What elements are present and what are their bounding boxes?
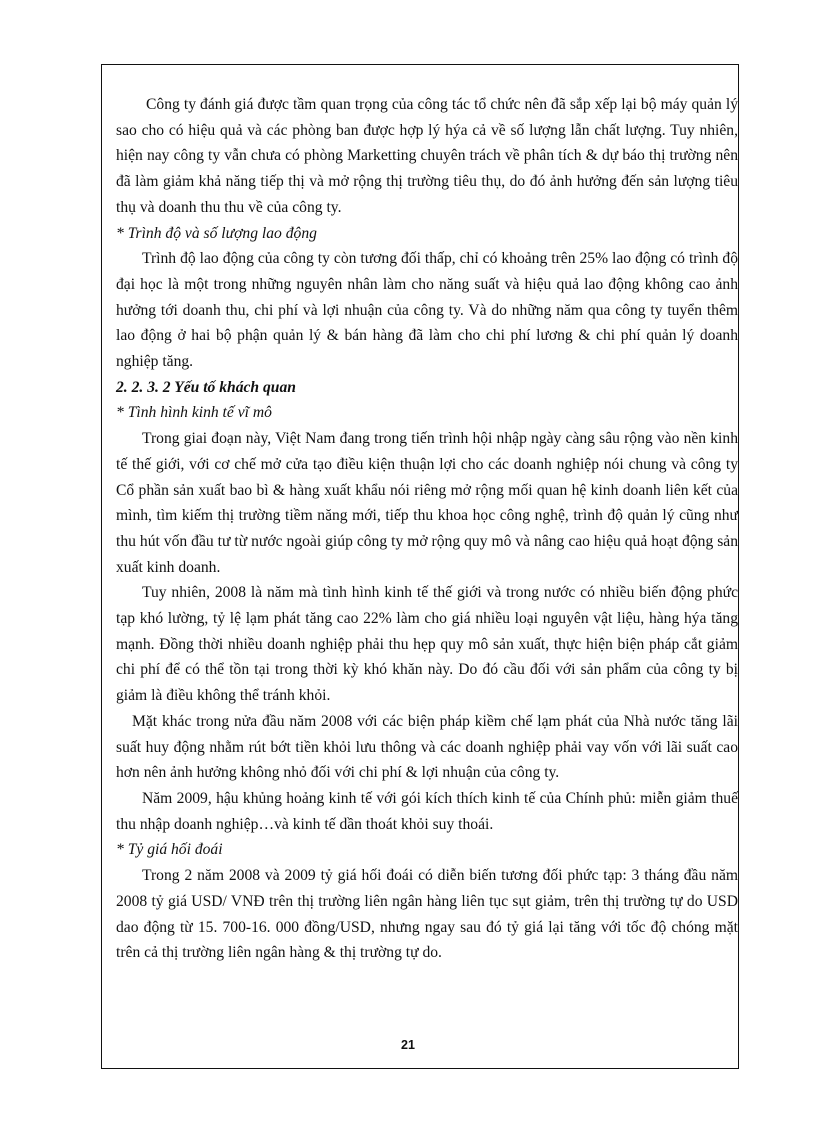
paragraph-interest-rate: Mặt khác trong nửa đầu năm 2008 với các biện pháp kiềm chế lạm phát của Nhà nước tăng lãi suất huy động nhằm rút bớt tiền khỏi lưu thông và các doanh nghiệp phải vay vốn với lãi suất cao hơn nên ảnh hưởng không nhỏ đối với chi phí & lợi nhuận của công ty. (116, 712, 738, 782)
paragraph-integration: Trong giai đoạn này, Việt Nam đang trong tiến trình hội nhập ngày càng sâu rộng vào nền kinh tế thế giới, với cơ chế mở cửa tạo điều kiện thuận lợi cho các doanh nghiệp nói chung và công ty Cổ phần sản xuất bao bì & hàng xuất khẩu nói riêng mở rộng mối quan hệ kinh doanh liên kết của mình, tìm kiếm thị trường tiềm năng mới, tiếp thu khoa học công nghệ, trình độ quản lý cũng như thu hút vốn đầu tư từ nước ngoài giúp công ty mở rộng quy mô và nâng cao hiệu quả hoạt động sản xuất kinh doanh. (116, 430, 738, 576)
paragraph-inflation: Tuy nhiên, 2008 là năm mà tình hình kinh tế thế giới và trong nước có nhiều biến động phức tạp khó lường, tỷ lệ lạm phát tăng cao 22% làm cho giá nhiều loại nguyên vật liệu, hàng hýa tăng mạnh. Đồng thời nhiều doanh nghiệp phải thu hẹp quy mô sản xuất, thực hiện biện pháp cắt giảm chi phí để có thể tồn tại trong thời kỳ khó khăn này. Do đó cầu đối với sản phẩm của công ty bị giảm là điều không thể tránh khỏi. (116, 584, 738, 705)
heading-macro-economy: * Tình hình kinh tế vĩ mô (116, 404, 272, 422)
document-body (116, 92, 738, 966)
heading-objective-factors: 2. 2. 3. 2 Yếu tố khách quan (116, 378, 296, 396)
heading-labor: * Trình độ và số lượng lao động (116, 224, 317, 242)
page-number: 21 (401, 1038, 415, 1052)
paragraph-organization: Công ty đánh giá được tầm quan trọng của công tác tổ chức nên đã sắp xếp lại bộ máy quản lý sao cho có hiệu quả và các phòng ban được hợp lý hýa cả về số lượng lẫn chất lượng. Tuy nhiên, hiện nay công ty vẫn chưa có phòng Marketting chuyên trách về phân tích & dự báo thị trường nên đã làm giảm khả năng tiếp thị và mở rộng thị trường tiêu thụ, do đó ảnh hưởng đến sản lượng tiêu thụ và doanh thu thu về của công ty. (116, 96, 738, 216)
paragraph-2009: Năm 2009, hậu khủng hoảng kinh tế với gói kích thích kinh tế của Chính phủ: miễn giảm thuế thu nhập doanh nghiệp…và kinh tế dần thoát khỏi suy thoái. (116, 789, 738, 833)
paragraph-exchange-rate: Trong 2 năm 2008 và 2009 tỷ giá hối đoái có diễn biến tương đối phức tạp: 3 tháng đầu năm 2008 tỷ giá USD/ VNĐ trên thị trường liên ngân hàng liên tục sụt giảm, trên thị trường tự do USD dao động từ 15. 700-16. 000 đồng/USD, nhưng ngay sau đó tỷ giá lại tăng với tốc độ chóng mặt trên cả thị trường liên ngân hàng & thị trường tự do. (116, 867, 738, 962)
paragraph-labor: Trình độ lao động của công ty còn tương đối thấp, chỉ có khoảng trên 25% lao động có trình độ đại học là một trong những nguyên nhân làm cho năng suất và hiệu quả lao động không cao ảnh hưởng tới doanh thu, chi phí và lợi nhuận của công ty. Và do những năm qua công ty tuyển thêm lao động ở hai bộ phận quản lý & bán hàng đã làm cho chi phí lương & chi phí quản lý doanh nghiệp tăng. (116, 250, 738, 371)
heading-exchange-rate: * Tỷ giá hối đoái (116, 841, 223, 859)
